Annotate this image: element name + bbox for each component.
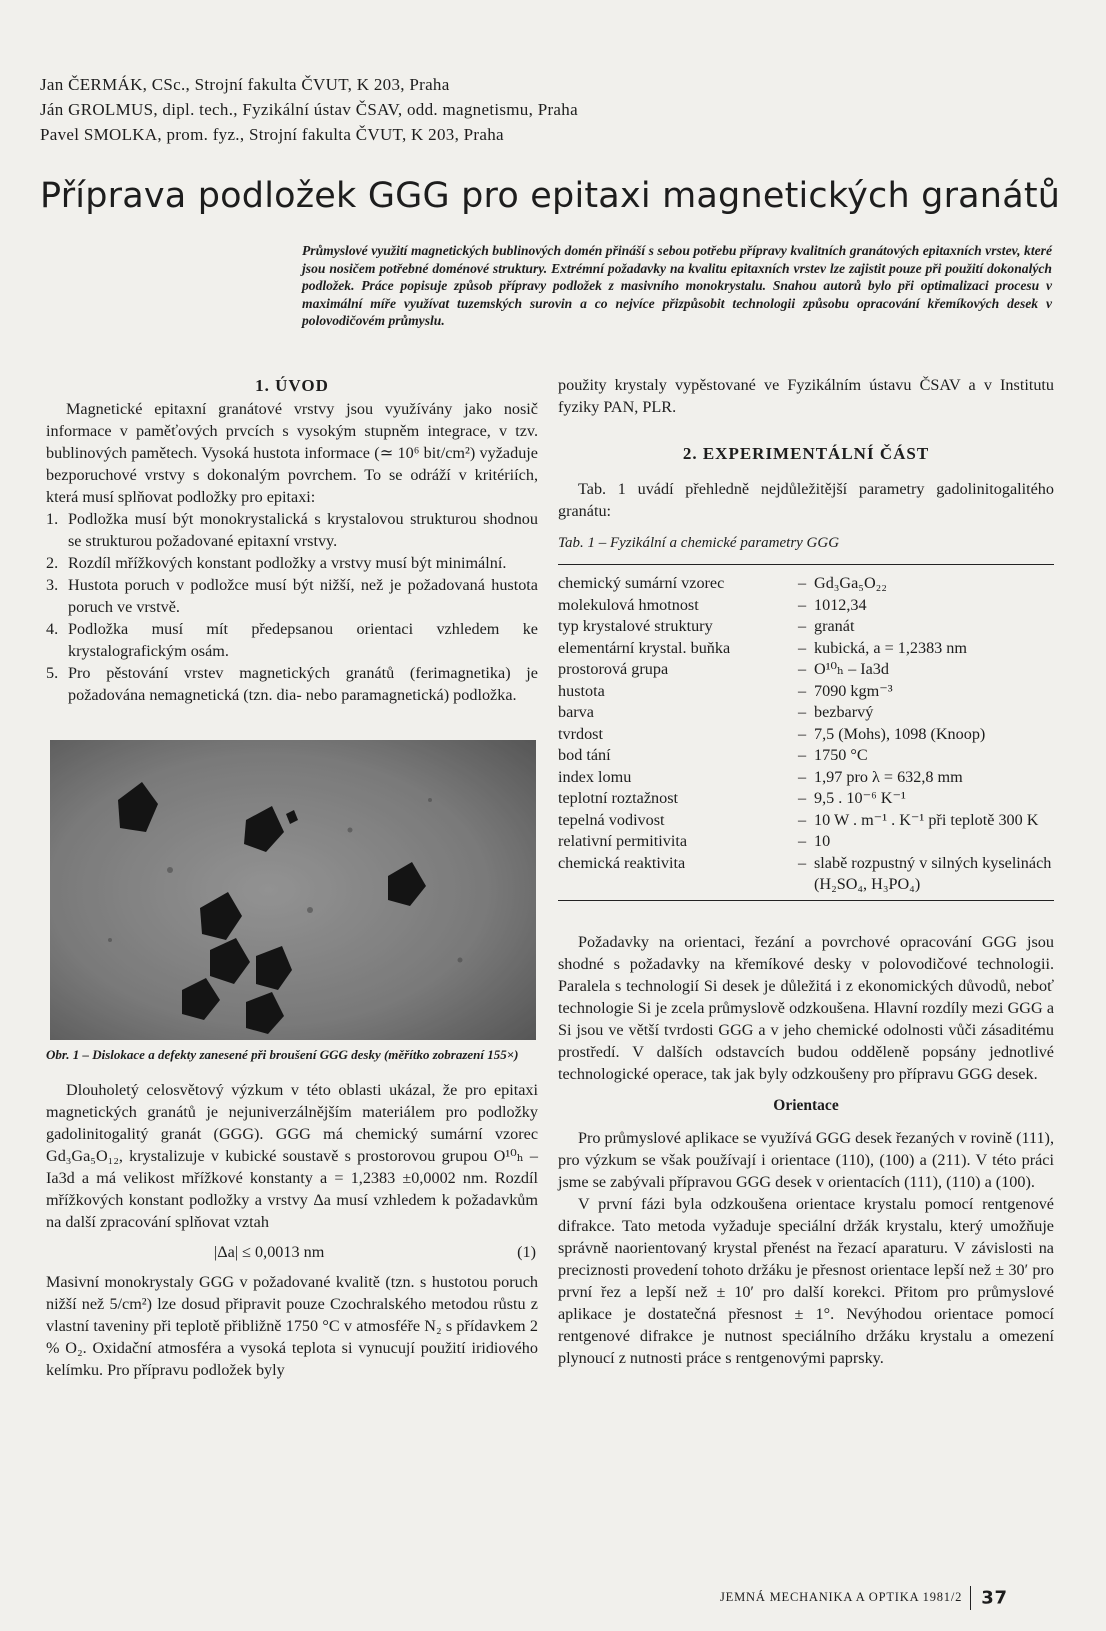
right-column xyxy=(558,374,1054,1369)
table-cell-parameter: chemický sumární vzorec xyxy=(558,574,725,592)
body-paragraph: použity krystaly vypěstované ve Fyzikálním ústavu ČSAV a v Institutu fyziky PAN, PLR. xyxy=(558,376,1054,416)
section-heading-experimental: 2. EXPERIMENTÁLNÍ ČÁST xyxy=(682,444,930,463)
table-cell-dash: – xyxy=(797,724,807,743)
body-paragraph: Pro průmyslové aplikace se využívá GGG desek řezaných v rovině (111), pro výzkum se však používají i orientace (110), (100) a (211). V této práci jsme se zabývali přípravou GGG desek v orientacích (111), (110) a (100). xyxy=(558,1128,1054,1191)
table-cell-value: slabě rozpustný v silných kyselinách (H₂SO₄, H₃PO₄) xyxy=(814,853,1052,893)
table-cell-value: bezbarvý xyxy=(814,703,874,721)
author-list xyxy=(40,72,840,147)
section-heading-uvod: 1. ÚVOD xyxy=(255,376,329,395)
table-cell-value: 7090 kgm⁻³ xyxy=(814,681,893,700)
equation-number: (1) xyxy=(517,1243,536,1261)
table-cell-dash: – xyxy=(797,660,807,678)
author-line: Pavel SMOLKA, prom. fyz., Strojní fakulta ČVUT, K 203, Praha xyxy=(40,125,504,144)
table-cell-parameter: chemická reaktivita xyxy=(558,853,686,872)
table-row xyxy=(558,767,1054,789)
table-row xyxy=(558,573,1054,595)
requirements-list xyxy=(46,508,538,706)
table-cell-value: granát xyxy=(814,617,855,635)
table-cell-value: 9,5 . 10⁻⁶ K⁻¹ xyxy=(814,789,906,807)
table-cell-value: kubická, a = 1,2383 nm xyxy=(814,638,967,657)
journal-name: JEMNÁ MECHANIKA A OPTIKA 1981/2 xyxy=(720,1589,963,1604)
equation-text: |Δa| ≤ 0,0013 nm xyxy=(214,1243,325,1261)
micrograph-image xyxy=(50,740,536,1040)
list-item: 5. Pro pěstování vrstev magnetických granátů (ferimagnetika) je požadována nemagnetická (tzn. dia- nebo paramagnetická) podložka. xyxy=(46,664,538,704)
parameters-table xyxy=(558,573,1054,896)
table-cell-dash: – xyxy=(797,853,807,872)
table-cell-parameter: tepelná vodivost xyxy=(558,810,665,829)
left-column xyxy=(46,374,538,1381)
table-cell-dash: – xyxy=(797,789,807,807)
table-row xyxy=(558,702,1054,724)
table-row xyxy=(558,831,1054,853)
table-row xyxy=(558,616,1054,638)
table-cell-parameter: tvrdost xyxy=(558,724,603,743)
list-item: 2. Rozdíl mřížkových konstant podložky a vrstvy musí být minimální. xyxy=(46,554,507,572)
body-paragraph: Dlouholetý celosvětový výzkum v této oblasti ukázal, že pro epitaxi magnetických granátů je nejuniverzálnějším materiálem pro podložky gadolinitogalitý granát (GGG). GGG má chemický sumární vzorec Gd₃Ga₅O₁₂, krystalizuje v kubické soustavě s prostorovou grupou O¹⁰ₕ – Ia3d a má velikost mřížkové konstanty a = 1,2383 ±0,0002 nm. Rozdíl mřížkových konstant podložky a vrstvy Δa musí vzhledem k požadavkům na další zpracování splňovat vztah xyxy=(46,1081,538,1231)
table-caption: Tab. 1 – Fyzikální a chemické parametry GGG xyxy=(558,535,840,551)
table-cell-parameter: elementární krystal. buňka xyxy=(558,638,731,657)
page-number: 37 xyxy=(981,1587,1008,1609)
author-line: Ján GROLMUS, dipl. tech., Fyzikální ústav ČSAV, odd. magnetismu, Praha xyxy=(40,100,578,119)
list-item: 3. Hustota poruch v podložce musí být nižší, než je požadovaná hustota poruch ve vrstvě. xyxy=(46,576,538,616)
micrograph-figure xyxy=(50,740,536,1040)
list-item: 1. Podložka musí být monokrystalická s krystalovou strukturou shodnou se strukturou požadované epitaxní vrstvy. xyxy=(46,510,538,550)
table-top-rule xyxy=(558,564,1054,565)
table-cell-parameter: barva xyxy=(558,703,594,721)
abstract: Průmyslové využití magnetických bublinových domén přináší s sebou potřebu přípravy kvalitních granátových epitaxních vrstev, které jsou nosičem potřebné doménové struktury. Extrémní požadavky na kvalitu epitaxních vrstev lze zajistit pouze při použití dokonalých podložek. Práce popisuje způsob přípravy podložek z masivního monokrystalu. Snahou autorů bylo při optimalizaci procesu v maximální míře využívat tuzemských surovin a co nejvíce přizpůsobit technologii způsobu opracování křemíkových desek v polovodičovém průmyslu. xyxy=(302,243,1052,328)
table-row xyxy=(558,595,1054,617)
intro-paragraph: Magnetické epitaxní granátové vrstvy jsou využívány jako nosič informace v paměťových prvcích s vysokým stupněm integrace, v tzv. bublinových pamětech. Vysoká hustota informace (≃ 10⁶ bit/cm²) vyžaduje bezporuchové vrstvy s dokonalým povrchem. To se odráží v kritériích, která musí splňovat podložky pro epitaxi: xyxy=(46,400,538,506)
table-row xyxy=(558,724,1054,746)
table-cell-dash: – xyxy=(797,638,807,657)
table-cell-parameter: index lomu xyxy=(558,767,632,786)
body-paragraph: Požadavky na orientaci, řezání a povrchové opracování GGG jsou shodné s požadavky na křemíkové desky v polovodičové technologii. Paralela s technologií Si desek je důležitá i z ekonomických důvodů, neboť technologie Si je zcela průmyslově odzkoušena. Hlavní rozdíly mezi GGG a Si jsou ve větší tvrdosti GGG a v jeho chemické odolnosti vůči zásaditému prostředí. V dalších odstavcích budou odděleně popsány jednotlivé technologické operace, tak jak byly odzkoušeny pro přípravu GGG desek. xyxy=(558,932,1054,1083)
table-row xyxy=(558,788,1054,810)
table-cell-value: 10 W . m⁻¹ . K⁻¹ při teplotě 300 K xyxy=(814,810,1039,829)
table-cell-dash: – xyxy=(797,767,807,786)
footer-divider xyxy=(970,1586,971,1610)
page-footer xyxy=(720,1586,1060,1610)
table-cell-value: 7,5 (Mohs), 1098 (Knoop) xyxy=(814,724,986,743)
table-cell-dash: – xyxy=(797,810,807,829)
table-row xyxy=(558,810,1054,832)
table-cell-parameter: hustota xyxy=(558,681,605,700)
equation-1 xyxy=(46,1237,538,1267)
table-cell-value: 1012,34 xyxy=(814,595,867,614)
table-bottom-rule xyxy=(558,900,1054,901)
table-cell-parameter: teplotní roztažnost xyxy=(558,789,679,807)
table-cell-value: 10 xyxy=(814,832,831,850)
table-row xyxy=(558,681,1054,703)
figure-caption: Obr. 1 – Dislokace a defekty zanesené při broušení GGG desky (měřítko zobrazení 155×) xyxy=(46,1047,519,1062)
body-paragraph: V první fázi byla odzkoušena orientace krystalu pomocí rentgenové difrakce. Tato metoda vyžaduje speciální držák krystalu, který umožňuje správně naorientovaný krystal přenést na řezací aparaturu. V závislosti na preciznosti provedení tohoto držáku je přesnost orientace lepší než ± 30′ pro první řez a lepší než ± 10′ pro další korekci. Přitom pro průmyslové aplikace je dostatečná přesnost ± 1°. Nevýhodou orientace pomocí rentgenové difrakce je nutnost speciálního držáku krystalu a omezení plynoucí z nutnosti práce s rentgenovými paprsky. xyxy=(558,1194,1054,1367)
subsection-heading-orientace: Orientace xyxy=(773,1096,839,1114)
table-row xyxy=(558,659,1054,681)
table-cell-value: 1,97 pro λ = 632,8 mm xyxy=(814,767,963,786)
table-cell-parameter: bod tání xyxy=(558,746,611,764)
author-line: Jan ČERMÁK, CSc., Strojní fakulta ČVUT, K 203, Praha xyxy=(40,75,450,94)
table-cell-value: Gd₃Ga₅O₂₂ xyxy=(814,574,887,592)
body-paragraph: Masivní monokrystaly GGG v požadované kvalitě (tzn. s hustotou poruch nižší než 5/cm²) lze dosud připravit pouze Czochralského metodou růstu z vlastní taveniny při teplotě přibližně 1750 °C v atmosféře N₂ s přídavkem 2 % O₂. Oxidační atmosféra a vysoká teplota si vynucují použití iridiového kelímku. Pro přípravu podložek byly xyxy=(46,1273,538,1379)
list-item: 4. Podložka musí mít předepsanou orientaci vzhledem ke krystalografickým osám. xyxy=(46,620,538,660)
table-cell-parameter: typ krystalové struktury xyxy=(558,617,713,635)
table-cell-dash: – xyxy=(797,681,807,700)
table-cell-parameter: relativní permitivita xyxy=(558,832,688,850)
table-cell-dash: – xyxy=(797,832,807,850)
table-row xyxy=(558,745,1054,767)
table-cell-dash: – xyxy=(797,595,807,614)
article-title: Příprava podložek GGG pro epitaxi magnetických granátů xyxy=(40,176,1061,216)
table-row xyxy=(558,638,1054,660)
table-cell-parameter: prostorová grupa xyxy=(558,660,669,678)
table-cell-parameter: molekulová hmotnost xyxy=(558,595,699,614)
table-cell-dash: – xyxy=(797,617,807,635)
body-paragraph: Tab. 1 uvádí přehledně nejdůležitější parametry gadolinitogalitého granátu: xyxy=(558,480,1054,520)
table-cell-dash: – xyxy=(797,746,807,764)
table-cell-value: O¹⁰ₕ – Ia3d xyxy=(814,660,889,678)
table-cell-dash: – xyxy=(797,574,807,592)
table-cell-dash: – xyxy=(797,703,807,721)
table-cell-value: 1750 °C xyxy=(814,746,868,764)
table-row xyxy=(558,853,1054,896)
